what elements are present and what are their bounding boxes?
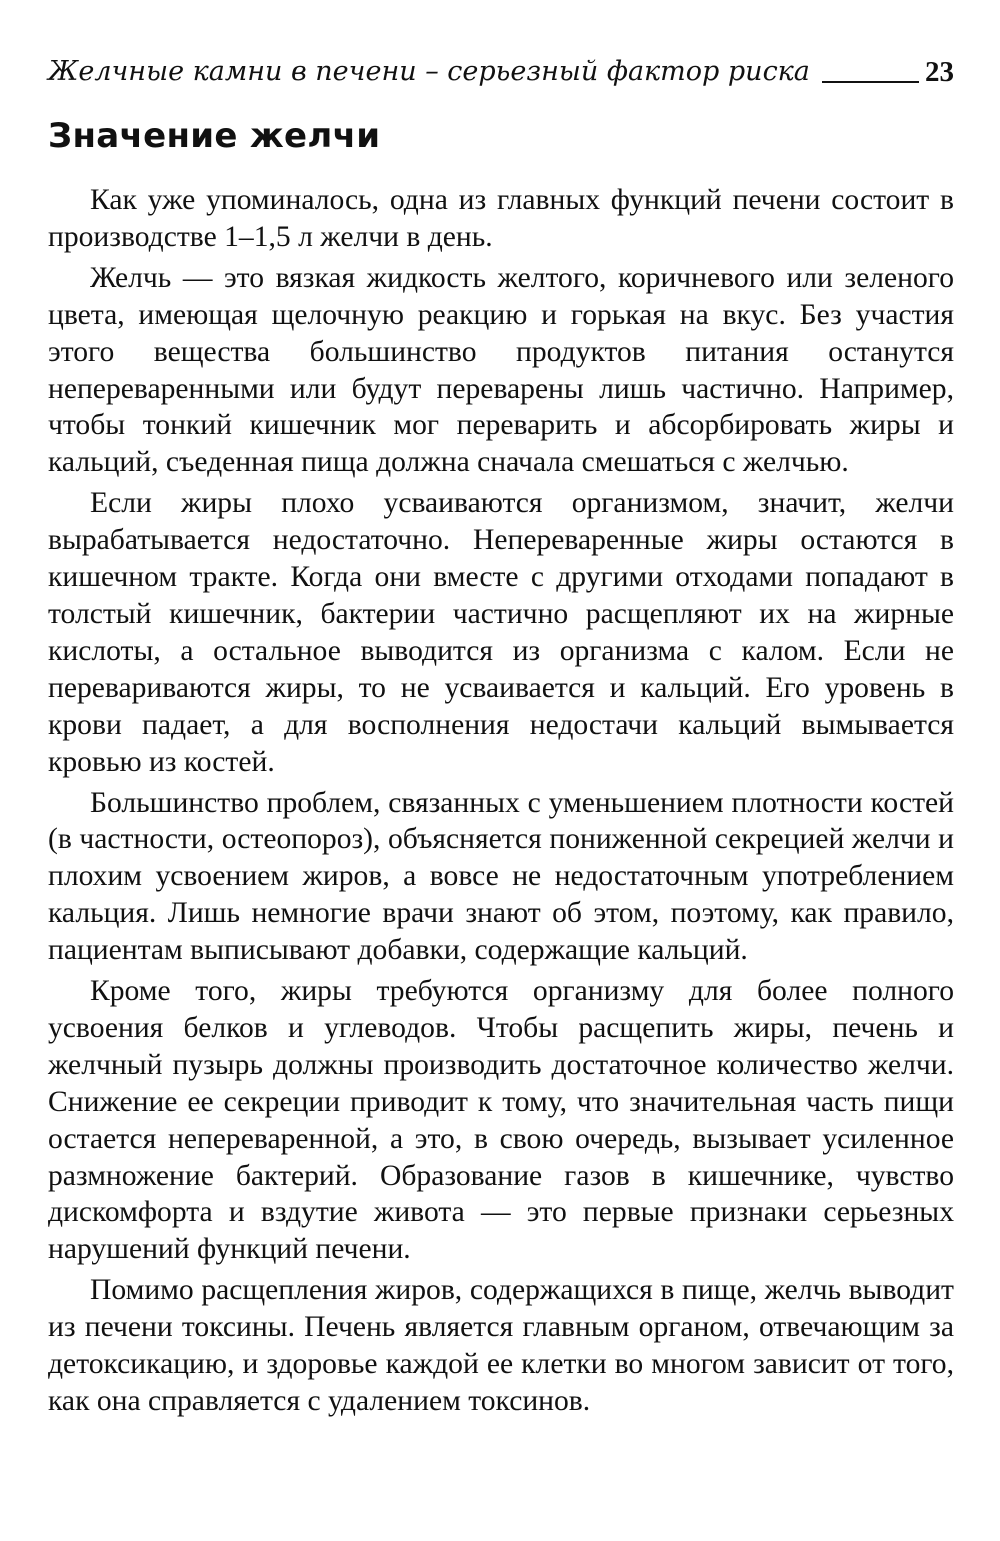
- book-page: [48, 52, 954, 1424]
- section-heading: Значение желчи: [48, 116, 381, 156]
- paragraph: Большинство проблем, связанных с уменьшением плотности костей (в частности, остеопороз), объясняется пониженной секрецией желчи и плохим усвоением жиров, а вовсе не недостаточным употреблением кальция. Лишь немногие врачи знают об этом, поэтому, как правило, пациентам выписывают добавки, содержащие кальций.: [48, 786, 954, 967]
- paragraph: Желчь — это вязкая жидкость желтого, коричневого или зеленого цвета, имеющая щелочную реакцию и горькая на вкус. Без участия этого вещества большинство продуктов питания останутся непереваренными или будут переварены лишь частично. Например, чтобы тонкий кишечник мог переварить и абсорбировать жиры и кальций, съеденная пища должна сначала смешаться с желчью.: [48, 261, 954, 479]
- page-number: 23: [925, 56, 954, 88]
- running-header: [48, 52, 954, 92]
- header-rule: [822, 81, 919, 83]
- paragraph: Если жиры плохо усваиваются организмом, значит, желчи вырабатывается недостаточно. Непереваренные жиры остаются в кишечном тракте. Когда они вместе с другими отходами попадают в толстый кишечник, бактерии частично расщепляют их на жирные кислоты, а остальное выводится из организма с калом. Если не перевариваются жиры, то не усваивается и кальций. Его уровень в крови падает, а для восполнения недостачи кальций вымывается кровью из костей.: [48, 487, 954, 778]
- paragraph: Помимо расщепления жиров, содержащихся в пище, желчь выводит из печени токсины. Печень является главным органом, отвечающим за детоксикацию, и здоровье каждой ее клетки во многом зависит от того, как она справляется с удалением токсинов.: [48, 1274, 954, 1417]
- body-text: [48, 182, 954, 1420]
- paragraph: Как уже упоминалось, одна из главных функций печени состоит в производстве 1–1,5 л желчи в день.: [48, 184, 954, 253]
- paragraph: Кроме того, жиры требуются организму для более полного усвоения белков и углеводов. Чтобы расщепить жиры, печень и желчный пузырь должны производить достаточное количество желчи. Снижение ее секреции приводит к тому, что значительная часть пищи остается непереваренной, а это, в свою очередь, вызывает усиленное размножение бактерий. Образование газов в кишечнике, чувство дискомфорта и вздутие живота — это первые признаки серьезных нарушений функций печени.: [48, 975, 954, 1266]
- running-title: Желчные камни в печени – серьезный фактор риска: [48, 56, 810, 87]
